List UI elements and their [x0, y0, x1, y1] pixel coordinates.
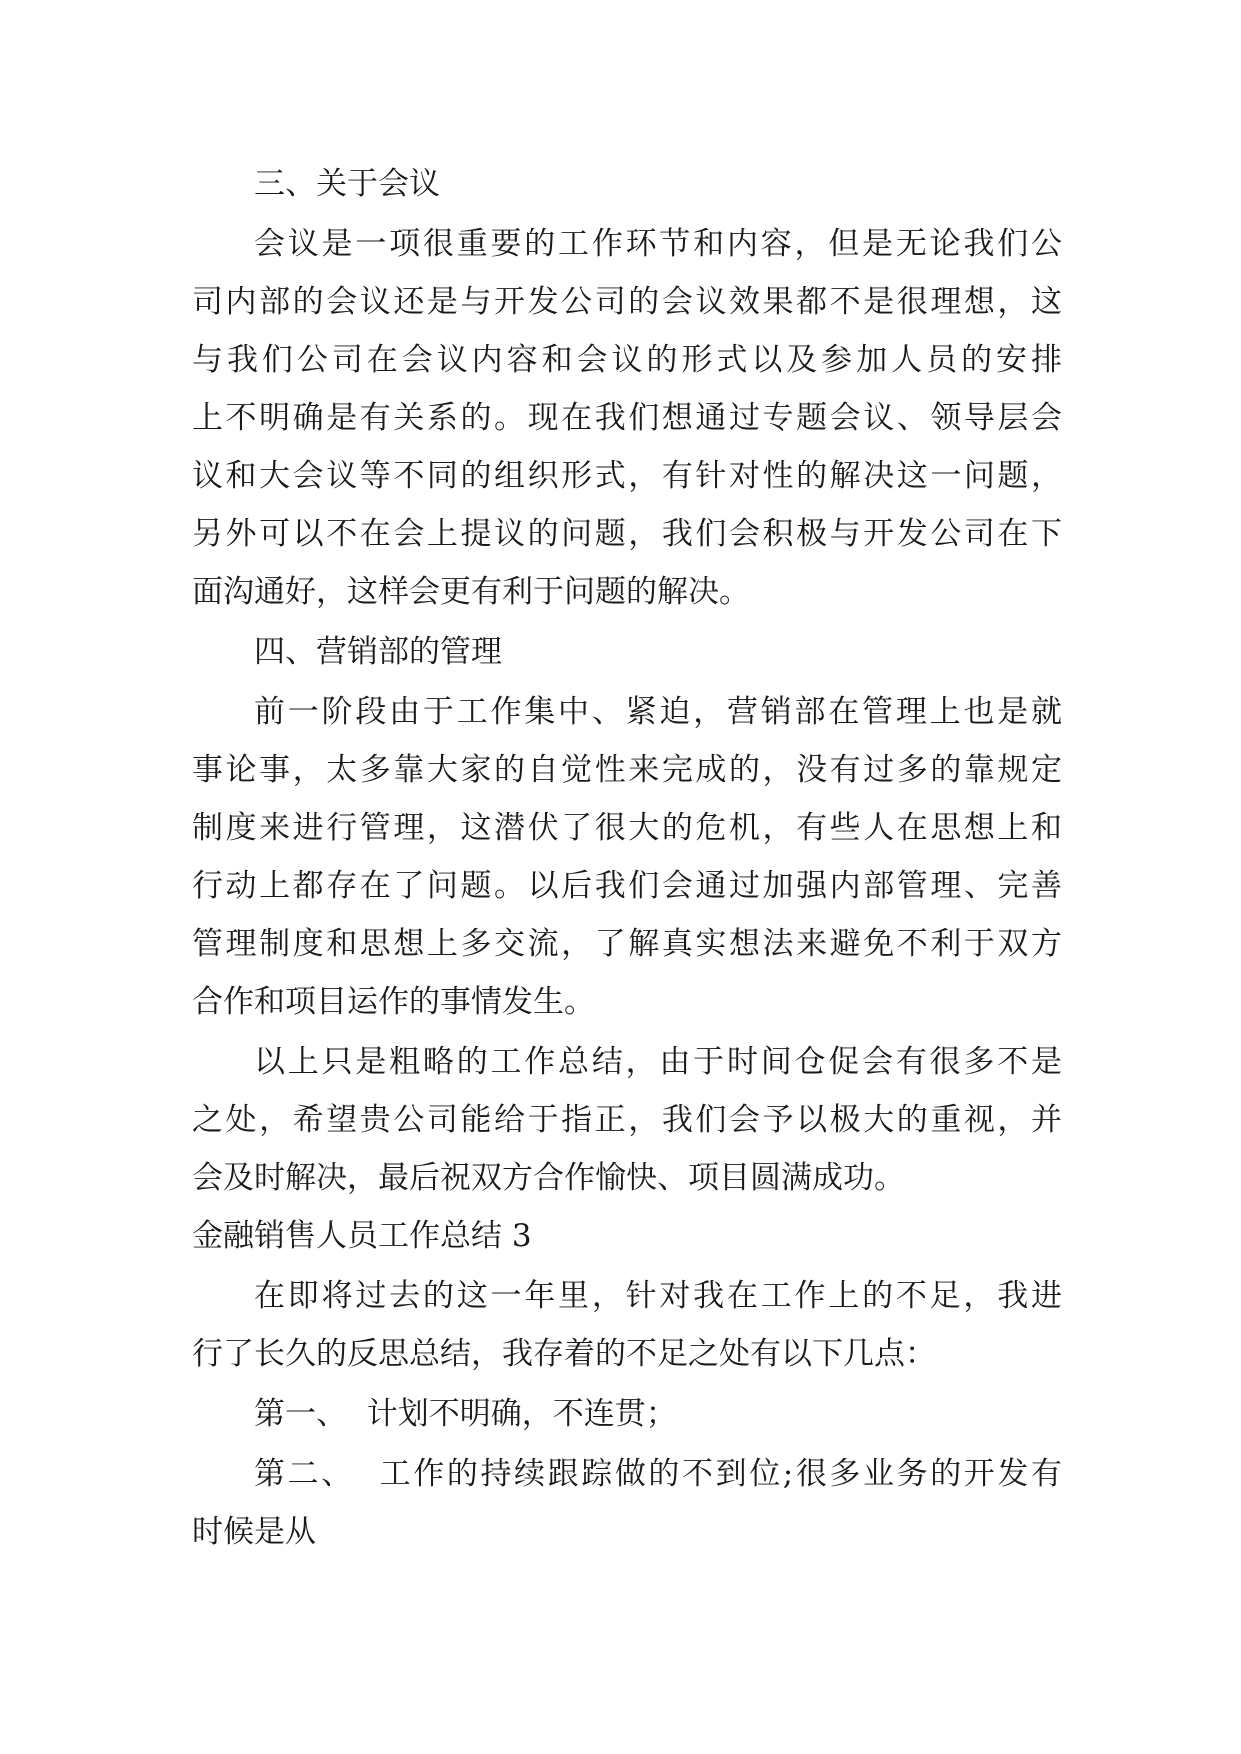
paragraph-line: 议和大会议等不同的组织形式，有针对性的解决这一问题， — [192, 458, 1062, 494]
paragraph-line: 在即将过去的这一年里，针对我在工作上的不足，我进 — [254, 1278, 1062, 1314]
paragraph-line: 行了长久的反思总结，我存着的不足之处有以下几点： — [192, 1336, 936, 1372]
paragraph-line: 面沟通好，这样会更有利于问题的解决。 — [192, 574, 750, 610]
paragraph-line: 会议是一项很重要的工作环节和内容，但是无论我们公 — [254, 226, 1062, 262]
paragraph-line: 行动上都存在了问题。以后我们会通过加强内部管理、完善 — [192, 868, 1062, 904]
section-heading-meetings: 三、关于会议 — [254, 166, 440, 202]
section-heading-sales-management: 四、营销部的管理 — [254, 634, 502, 670]
paragraph-line: 制度来进行管理，这潜伏了很大的危机，有些人在思想上和 — [192, 810, 1062, 846]
list-item: 第一、 计划不明确，不连贯； — [254, 1396, 677, 1432]
document-title: 金融销售人员工作总结 3 — [192, 1218, 532, 1254]
paragraph-line: 前一阶段由于工作集中、紧迫，营销部在管理上也是就 — [254, 694, 1062, 730]
paragraph-line: 另外可以不在会上提议的问题，我们会积极与开发公司在下 — [192, 516, 1062, 552]
paragraph-line: 上不明确是有关系的。现在我们想通过专题会议、领导层会 — [192, 400, 1062, 436]
paragraph-line: 会及时解决，最后祝双方合作愉快、项目圆满成功。 — [192, 1160, 905, 1196]
paragraph-line: 管理制度和思想上多交流，了解真实想法来避免不利于双方 — [192, 926, 1062, 962]
paragraph-line: 时候是从 — [192, 1514, 316, 1550]
paragraph-line: 合作和项目运作的事情发生。 — [192, 984, 595, 1020]
list-item: 第二、 工作的持续跟踪做的不到位;很多业务的开发有 — [254, 1456, 1062, 1492]
paragraph-line: 与我们公司在会议内容和会议的形式以及参加人员的安排 — [192, 342, 1062, 378]
paragraph-line: 之处，希望贵公司能给于指正，我们会予以极大的重视，并 — [192, 1102, 1062, 1138]
paragraph-line: 以上只是粗略的工作总结，由于时间仓促会有很多不是 — [254, 1044, 1062, 1080]
paragraph-line: 事论事，太多靠大家的自觉性来完成的，没有过多的靠规定 — [192, 752, 1062, 788]
paragraph-line: 司内部的会议还是与开发公司的会议效果都不是很理想，这 — [192, 284, 1062, 320]
